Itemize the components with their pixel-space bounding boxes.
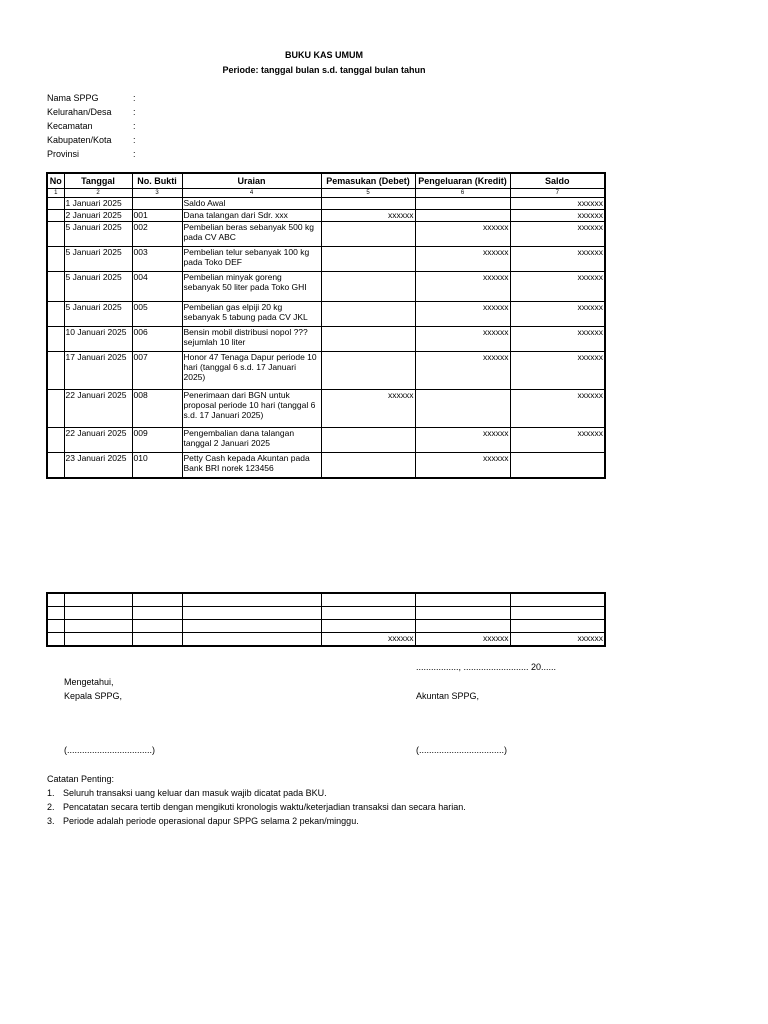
cell-tanggal: 1 Januari 2025 bbox=[64, 198, 132, 210]
cell-kredit: xxxxxx bbox=[415, 302, 510, 327]
identity-label: Kabupaten/Kota bbox=[47, 135, 112, 145]
cell-uraian: Honor 47 Tenaga Dapur periode 10 hari (tanggal 6 s.d. 17 Januari 2025) bbox=[182, 352, 321, 390]
blank-cell bbox=[47, 620, 64, 633]
blank-cell bbox=[64, 593, 132, 607]
cell-bukti: 005 bbox=[132, 302, 182, 327]
cell-debet bbox=[321, 327, 415, 352]
cell-no bbox=[47, 210, 64, 222]
cell-uraian: Pembelian gas elpiji 20 kg sebanyak 5 tabung pada CV JKL bbox=[182, 302, 321, 327]
identity-label: Nama SPPG bbox=[47, 93, 99, 103]
cell-kredit bbox=[415, 210, 510, 222]
cell-debet bbox=[321, 302, 415, 327]
cell-kredit bbox=[415, 198, 510, 210]
note-text: Pencatatan secara tertib dengan mengikuti kronologis waktu/keterjadian transaksi dan secara harian. bbox=[63, 802, 466, 812]
col-header-tanggal: Tanggal bbox=[64, 173, 132, 189]
cell-bukti: 004 bbox=[132, 272, 182, 302]
head-signature-line: (..................................) bbox=[64, 745, 156, 755]
cell-uraian: Bensin mobil distribusi nopol ??? sejumlah 10 liter bbox=[182, 327, 321, 352]
blank-cell bbox=[510, 620, 605, 633]
col-header-kredit: Pengeluaran (Kredit) bbox=[415, 173, 510, 189]
identity-colon: : bbox=[133, 149, 136, 159]
note-number: 3. bbox=[47, 816, 55, 826]
blank-cell bbox=[321, 593, 415, 607]
note-text: Seluruh transaksi uang keluar dan masuk wajib dicatat pada BKU. bbox=[63, 788, 327, 798]
table-row bbox=[47, 302, 605, 327]
table-row bbox=[47, 210, 605, 222]
note-number: 1. bbox=[47, 788, 55, 798]
total-saldo: xxxxxx bbox=[510, 633, 605, 647]
cell-debet bbox=[321, 247, 415, 272]
cell-saldo: xxxxxx bbox=[510, 302, 605, 327]
blank-cell bbox=[47, 593, 64, 607]
blank-cell bbox=[64, 620, 132, 633]
cell-uraian: Saldo Awal bbox=[182, 198, 321, 210]
blank-cell bbox=[64, 607, 132, 620]
column-index: 3 bbox=[132, 189, 182, 198]
cell-bukti: 010 bbox=[132, 453, 182, 478]
cell-no bbox=[47, 327, 64, 352]
table-row bbox=[47, 327, 605, 352]
column-index-row bbox=[47, 189, 605, 198]
column-index: 7 bbox=[510, 189, 605, 198]
cell-saldo: xxxxxx bbox=[510, 272, 605, 302]
blank-cell bbox=[132, 593, 182, 607]
cell-saldo: xxxxxx bbox=[510, 352, 605, 390]
cell-no bbox=[47, 247, 64, 272]
column-index: 4 bbox=[182, 189, 321, 198]
identity-block bbox=[47, 91, 247, 161]
cell-bukti bbox=[132, 198, 182, 210]
cell-debet bbox=[321, 352, 415, 390]
identity-label: Provinsi bbox=[47, 149, 80, 159]
accountant-label: Akuntan SPPG, bbox=[416, 691, 480, 701]
blank-cell bbox=[182, 633, 321, 647]
cell-kredit: xxxxxx bbox=[415, 352, 510, 390]
cell-uraian: Pembelian beras sebanyak 500 kg pada CV ABC bbox=[182, 222, 321, 247]
cell-no bbox=[47, 428, 64, 453]
document-title: BUKU KAS UMUM bbox=[285, 50, 363, 60]
acknowledge-label: Mengetahui, bbox=[64, 677, 114, 687]
blank-cell bbox=[47, 633, 64, 647]
identity-label: Kecamatan bbox=[47, 121, 93, 131]
place-date-line: ................., .......................... 20...... bbox=[416, 662, 557, 672]
cell-tanggal: 5 Januari 2025 bbox=[64, 222, 132, 247]
cell-saldo: xxxxxx bbox=[510, 210, 605, 222]
table-row bbox=[47, 247, 605, 272]
blank-cell bbox=[182, 607, 321, 620]
cell-tanggal: 2 Januari 2025 bbox=[64, 210, 132, 222]
col-header-bukti: No. Bukti bbox=[132, 173, 182, 189]
cell-no bbox=[47, 390, 64, 428]
col-header-saldo: Saldo bbox=[510, 173, 605, 189]
note-item bbox=[47, 800, 607, 814]
blank-cell bbox=[415, 607, 510, 620]
identity-colon: : bbox=[133, 107, 136, 117]
table-row bbox=[47, 390, 605, 428]
cell-debet: xxxxxx bbox=[321, 210, 415, 222]
identity-row bbox=[47, 91, 247, 105]
blank-row bbox=[47, 607, 605, 620]
blank-cell bbox=[182, 593, 321, 607]
column-index: 1 bbox=[47, 189, 64, 198]
cell-no bbox=[47, 302, 64, 327]
cell-saldo bbox=[510, 453, 605, 478]
column-index: 2 bbox=[64, 189, 132, 198]
cell-uraian: Pembelian minyak goreng sebanyak 50 liter pada Toko GHI bbox=[182, 272, 321, 302]
identity-row bbox=[47, 119, 247, 133]
cell-kredit: xxxxxx bbox=[415, 247, 510, 272]
cell-tanggal: 5 Januari 2025 bbox=[64, 272, 132, 302]
table-row bbox=[47, 352, 605, 390]
blank-cell bbox=[132, 620, 182, 633]
cell-kredit: xxxxxx bbox=[415, 272, 510, 302]
cell-tanggal: 23 Januari 2025 bbox=[64, 453, 132, 478]
blank-cell bbox=[132, 633, 182, 647]
identity-colon: : bbox=[133, 135, 136, 145]
identity-row bbox=[47, 133, 247, 147]
table-row bbox=[47, 222, 605, 247]
cell-tanggal: 5 Januari 2025 bbox=[64, 302, 132, 327]
blank-cell bbox=[415, 593, 510, 607]
blank-row bbox=[47, 593, 605, 607]
cell-kredit bbox=[415, 390, 510, 428]
col-header-debet: Pemasukan (Debet) bbox=[321, 173, 415, 189]
blank-cell bbox=[510, 607, 605, 620]
col-header-no: No bbox=[47, 173, 64, 189]
notes-block bbox=[47, 772, 607, 828]
table-row bbox=[47, 272, 605, 302]
cell-no bbox=[47, 222, 64, 247]
cell-debet bbox=[321, 198, 415, 210]
cell-debet bbox=[321, 222, 415, 247]
cell-kredit: xxxxxx bbox=[415, 453, 510, 478]
blank-cell bbox=[182, 620, 321, 633]
cell-uraian: Penerimaan dari BGN untuk proposal periode 10 hari (tanggal 6 s.d. 17 Januari 2025) bbox=[182, 390, 321, 428]
cell-uraian: Petty Cash kepada Akuntan pada Bank BRI norek 123456 bbox=[182, 453, 321, 478]
column-index: 5 bbox=[321, 189, 415, 198]
cell-saldo: xxxxxx bbox=[510, 247, 605, 272]
note-item bbox=[47, 786, 607, 800]
cell-saldo: xxxxxx bbox=[510, 390, 605, 428]
identity-row bbox=[47, 147, 247, 161]
cell-bukti: 007 bbox=[132, 352, 182, 390]
cell-tanggal: 10 Januari 2025 bbox=[64, 327, 132, 352]
cell-no bbox=[47, 272, 64, 302]
total-debet: xxxxxx bbox=[321, 633, 415, 647]
total-table bbox=[46, 592, 606, 647]
cell-debet bbox=[321, 272, 415, 302]
head-sppg-label: Kepala SPPG, bbox=[64, 691, 123, 701]
cell-no bbox=[47, 352, 64, 390]
cell-tanggal: 17 Januari 2025 bbox=[64, 352, 132, 390]
cash-book-table bbox=[46, 172, 606, 479]
cell-kredit: xxxxxx bbox=[415, 222, 510, 247]
cell-saldo: xxxxxx bbox=[510, 222, 605, 247]
col-header-uraian: Uraian bbox=[182, 173, 321, 189]
blank-cell bbox=[321, 620, 415, 633]
cell-debet bbox=[321, 453, 415, 478]
cell-tanggal: 5 Januari 2025 bbox=[64, 247, 132, 272]
cell-uraian: Dana talangan dari Sdr. xxx bbox=[182, 210, 321, 222]
cell-debet bbox=[321, 428, 415, 453]
cell-uraian: Pembelian telur sebanyak 100 kg pada Toko DEF bbox=[182, 247, 321, 272]
cell-bukti: 003 bbox=[132, 247, 182, 272]
cell-tanggal: 22 Januari 2025 bbox=[64, 428, 132, 453]
blank-cell bbox=[64, 633, 132, 647]
identity-label: Kelurahan/Desa bbox=[47, 107, 112, 117]
identity-colon: : bbox=[133, 93, 136, 103]
total-kredit: xxxxxx bbox=[415, 633, 510, 647]
identity-row bbox=[47, 105, 247, 119]
note-item bbox=[47, 814, 607, 828]
note-text: Periode adalah periode operasional dapur SPPG selama 2 pekan/minggu. bbox=[63, 816, 359, 826]
blank-cell bbox=[415, 620, 510, 633]
total-row bbox=[47, 633, 605, 647]
cell-no bbox=[47, 453, 64, 478]
notes-title: Catatan Penting: bbox=[47, 774, 115, 784]
cell-no bbox=[47, 198, 64, 210]
cell-bukti: 001 bbox=[132, 210, 182, 222]
blank-cell bbox=[47, 607, 64, 620]
cell-saldo: xxxxxx bbox=[510, 428, 605, 453]
blank-cell bbox=[321, 607, 415, 620]
cell-uraian: Pengembalian dana talangan tanggal 2 Januari 2025 bbox=[182, 428, 321, 453]
table-row bbox=[47, 453, 605, 478]
header-row bbox=[47, 173, 605, 189]
cell-bukti: 008 bbox=[132, 390, 182, 428]
note-number: 2. bbox=[47, 802, 55, 812]
table-row bbox=[47, 428, 605, 453]
identity-colon: : bbox=[133, 121, 136, 131]
cell-saldo: xxxxxx bbox=[510, 327, 605, 352]
cell-kredit: xxxxxx bbox=[415, 327, 510, 352]
cell-kredit: xxxxxx bbox=[415, 428, 510, 453]
cell-bukti: 006 bbox=[132, 327, 182, 352]
cell-debet: xxxxxx bbox=[321, 390, 415, 428]
blank-row bbox=[47, 620, 605, 633]
accountant-signature-line: (..................................) bbox=[416, 745, 508, 755]
document-period: Periode: tanggal bulan s.d. tanggal bulan tahun bbox=[222, 65, 426, 75]
blank-cell bbox=[510, 593, 605, 607]
blank-cell bbox=[132, 607, 182, 620]
table-row bbox=[47, 198, 605, 210]
cell-bukti: 002 bbox=[132, 222, 182, 247]
column-index: 6 bbox=[415, 189, 510, 198]
cell-bukti: 009 bbox=[132, 428, 182, 453]
cell-saldo: xxxxxx bbox=[510, 198, 605, 210]
cell-tanggal: 22 Januari 2025 bbox=[64, 390, 132, 428]
